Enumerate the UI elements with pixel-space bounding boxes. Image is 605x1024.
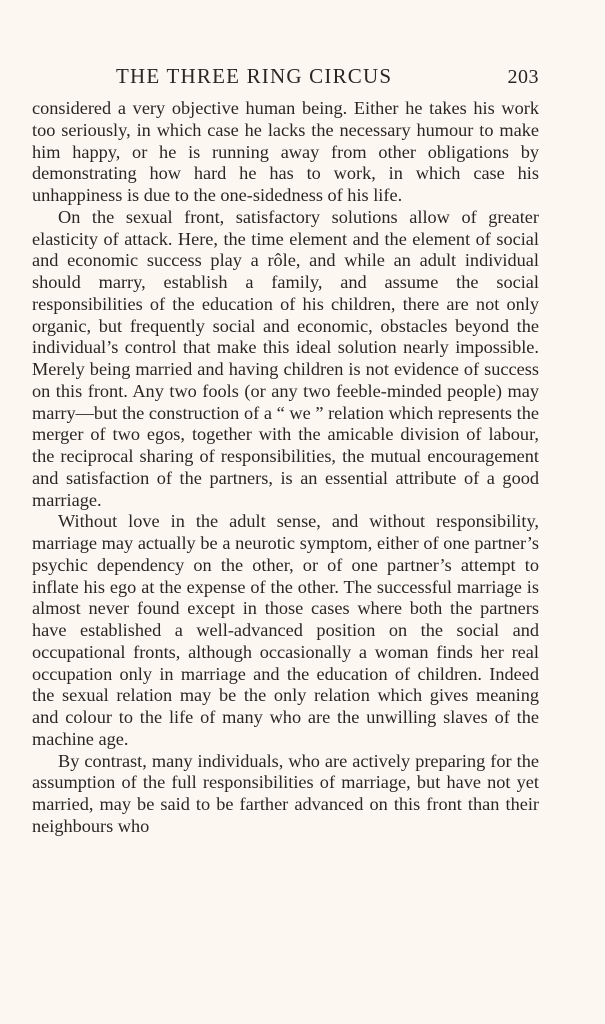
paragraph-1: considered a very objective human being. Either he takes his work too seriously, in which case he lacks the necessary humour to make him happy, or he is running away from other obligations by demonstrating how hard he has to work, in which case his unhappiness is due to the one-sidedness of his life.: [32, 98, 539, 205]
running-title: THE THREE RING CIRCUS: [116, 64, 393, 88]
body-text: [32, 98, 539, 838]
book-page: [32, 62, 539, 838]
paragraph-3: Without love in the adult sense, and without responsibility, marriage may actually be a neurotic symptom, either of one partner’s psychic dependency on the other, or of one partner’s attempt to inflate his ego at the expense of the other. The successful marriage is almost never found except in those cases where both the partners have established a well-advanced position on the social and occupational fronts, although occasionally a woman finds her real occupation only in marriage and the education of children. Indeed the sexual relation may be the only relation which gives meaning and colour to the life of many who are the unwilling slaves of the machine age.: [32, 511, 539, 749]
page-number: 203: [507, 66, 539, 88]
paragraph-2: On the sexual front, satisfactory solutions allow of greater elasticity of attack. Here, the time element and the element of social and economic success play a rôle, and while an adult individual should marry, establish a family, and assume the social responsibilities of the education of his children, there are not only organic, but frequently social and economic, obstacles beyond the individual’s control that make this ideal solution nearly impossible. Merely being married and having children is not evidence of success on this front. Any two fools (or any two feeble-minded people) may marry—but the construction of a “ we ” relation which represents the merger of two egos, together with the amicable division of labour, the reciprocal sharing of responsibilities, the mutual encouragement and satisfaction of the partners, is an essential attribute of a good marriage.: [32, 206, 539, 510]
running-head: [32, 62, 539, 92]
paragraph-4: By contrast, many individuals, who are actively preparing for the assumption of the full responsibilities of marriage, but have not yet married, may be said to be farther advanced on this front than their neighbours who: [32, 750, 539, 836]
